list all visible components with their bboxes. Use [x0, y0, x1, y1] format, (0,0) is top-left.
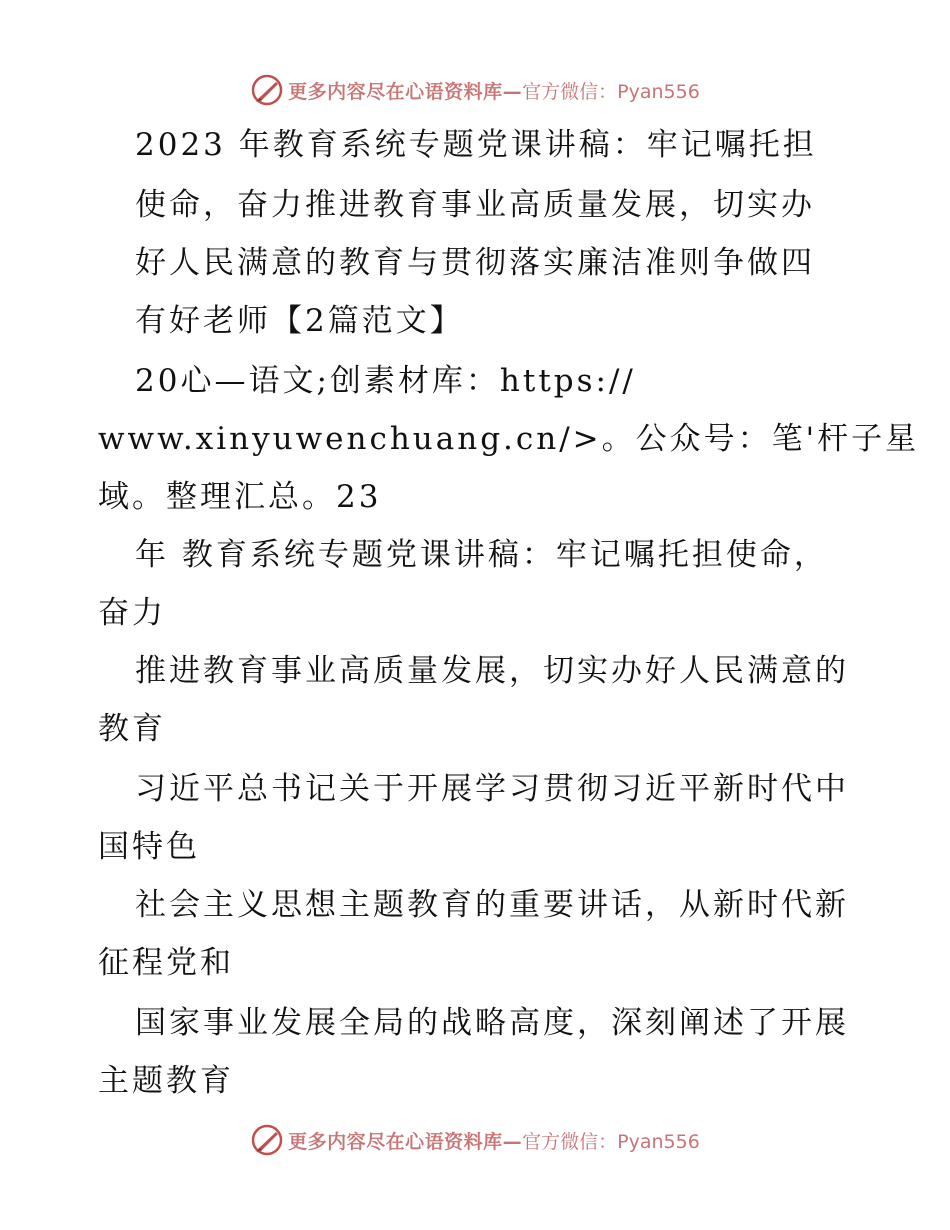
paragraph-line: 习近平总书记关于开展学习贯彻习近平新时代中 — [135, 771, 849, 807]
header-banner-wechat: 官方微信：Pyan556 — [522, 80, 700, 103]
paragraph-line: 域。整理汇总。23 — [98, 479, 382, 515]
paragraph-line: 年 教育系统专题党课讲稿：牢记嘱托担使命， — [135, 537, 828, 573]
paragraph-line: 20心—语文;创素材库：https:// — [135, 363, 636, 399]
title-line: 使命，奋力推进教育事业高质量发展，切实办 — [135, 187, 815, 223]
paragraph-line: 征程党和 — [98, 945, 234, 981]
footer-banner-wechat: 官方微信：Pyan556 — [522, 1130, 700, 1153]
header-banner — [0, 70, 950, 110]
paragraph-line: 主题教育 — [98, 1063, 234, 1099]
header-banner-text: 更多内容尽在心语资料库— — [288, 80, 523, 103]
paragraph-line: 推进教育事业高质量发展，切实办好人民满意的 — [135, 653, 849, 689]
title-line: 有好老师【2篇范文】 — [135, 303, 464, 339]
paragraph-line: 国家事业发展全局的战略高度，深刻阐述了开展 — [135, 1005, 849, 1041]
paragraph-line: www.xinyuwenchuang.cn/>。公众号：笔'杆子星 — [98, 421, 920, 457]
title-line: 2023 年教育系统专题党课讲稿：牢记嘱托担 — [135, 127, 817, 163]
footer-banner — [0, 1120, 950, 1160]
paragraph-line: 国特色 — [98, 829, 200, 865]
paragraph-line: 奋力 — [98, 595, 166, 631]
footer-banner-text: 更多内容尽在心语资料库— — [288, 1130, 523, 1153]
pen-circle-logo-icon — [250, 1123, 284, 1157]
paragraph-line: 教育 — [98, 711, 166, 747]
paragraph-line: 社会主义思想主题教育的重要讲话，从新时代新 — [135, 887, 849, 923]
title-line: 好人民满意的教育与贯彻落实廉洁准则争做四 — [135, 245, 815, 281]
pen-circle-logo-icon — [250, 73, 284, 107]
